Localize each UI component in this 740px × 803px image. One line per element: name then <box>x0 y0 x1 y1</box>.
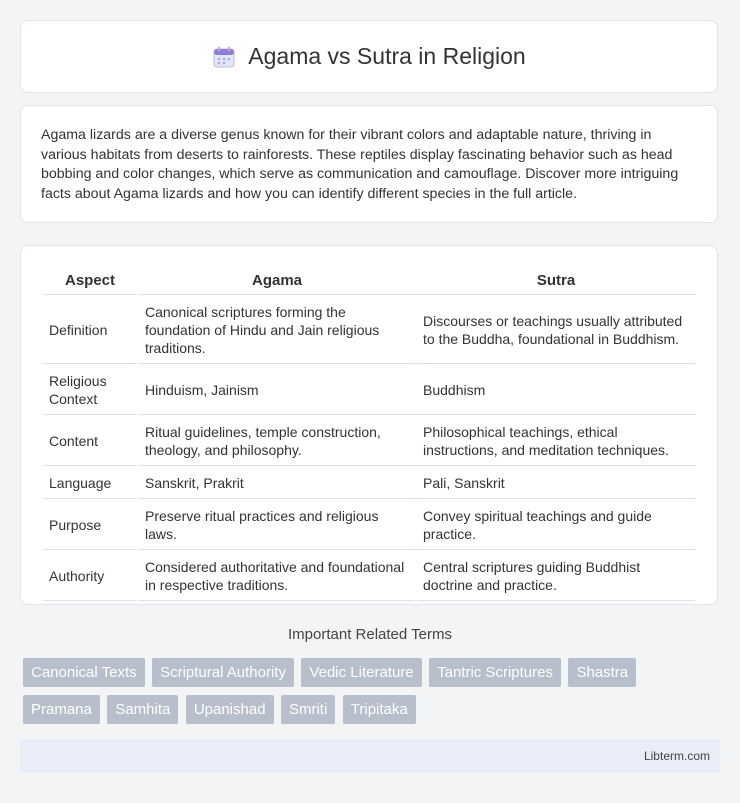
cell-agama: Canonical scriptures forming the foundation of Hindu and Jain religious traditions. <box>139 297 415 364</box>
cell-agama: Sanskrit, Prakrit <box>139 468 415 499</box>
header-agama: Agama <box>139 266 415 295</box>
related-term-tag[interactable]: Pramana <box>23 695 100 724</box>
cell-sutra: Convey spiritual teachings and guide practice. <box>417 501 695 550</box>
cell-agama: Preserve ritual practices and religious laws. <box>139 501 415 550</box>
cell-aspect: Definition <box>43 297 137 364</box>
related-term-tag[interactable]: Shastra <box>568 658 636 687</box>
cell-agama: Hinduism, Jainism <box>139 366 415 415</box>
table-row <box>43 297 695 364</box>
table-row <box>43 468 695 499</box>
cell-aspect: Religious Context <box>43 366 137 415</box>
table-header-row <box>43 266 695 295</box>
page-title: Agama vs Sutra in Religion <box>248 43 526 69</box>
comparison-card <box>20 245 718 605</box>
cell-aspect: Language <box>43 468 137 499</box>
comparison-table <box>41 264 697 603</box>
related-term-tag[interactable]: Scriptural Authority <box>152 658 294 687</box>
calendar-icon <box>212 45 236 69</box>
cell-sutra: Pali, Sanskrit <box>417 468 695 499</box>
cell-sutra: Philosophical teachings, ethical instructions, and meditation techniques. <box>417 417 695 466</box>
header-sutra: Sutra <box>417 266 695 295</box>
footer <box>20 739 720 773</box>
related-terms-title: Important Related Terms <box>288 626 452 643</box>
cell-sutra: Central scriptures guiding Buddhist doctrine and practice. <box>417 552 695 601</box>
related-term-tag[interactable]: Canonical Texts <box>23 658 145 687</box>
related-term-tag[interactable]: Upanishad <box>186 695 274 724</box>
intro-card <box>20 105 718 223</box>
cell-agama: Ritual guidelines, temple construction, theology, and philosophy. <box>139 417 415 466</box>
related-terms-list <box>23 658 723 732</box>
table-row <box>43 366 695 415</box>
cell-aspect: Content <box>43 417 137 466</box>
related-term-tag[interactable]: Samhita <box>107 695 178 724</box>
cell-aspect: Authority <box>43 552 137 601</box>
cell-aspect: Purpose <box>43 501 137 550</box>
cell-agama: Considered authoritative and foundational in respective traditions. <box>139 552 415 601</box>
header-aspect: Aspect <box>43 266 137 295</box>
table-row <box>43 552 695 601</box>
table-row <box>43 417 695 466</box>
related-term-tag[interactable]: Vedic Literature <box>301 658 421 687</box>
related-term-tag[interactable]: Tripitaka <box>343 695 416 724</box>
intro-text: Agama lizards are a diverse genus known for their vibrant colors and adaptable nature, thriving in various habitats from deserts to rainforests. These reptiles display fascinating behavior such as head bobbing and color changes, which serve as communication and camouflage. Discover more intriguing facts about Agama lizards and how you can identify different species in the full article. <box>41 127 679 202</box>
related-term-tag[interactable]: Tantric Scriptures <box>429 658 561 687</box>
cell-sutra: Buddhism <box>417 366 695 415</box>
cell-sutra: Discourses or teachings usually attributed to the Buddha, foundational in Buddhism. <box>417 297 695 364</box>
footer-brand-link[interactable]: Libterm.com <box>643 749 710 763</box>
header-card <box>20 20 718 93</box>
table-row <box>43 501 695 550</box>
related-term-tag[interactable]: Smriti <box>281 695 335 724</box>
